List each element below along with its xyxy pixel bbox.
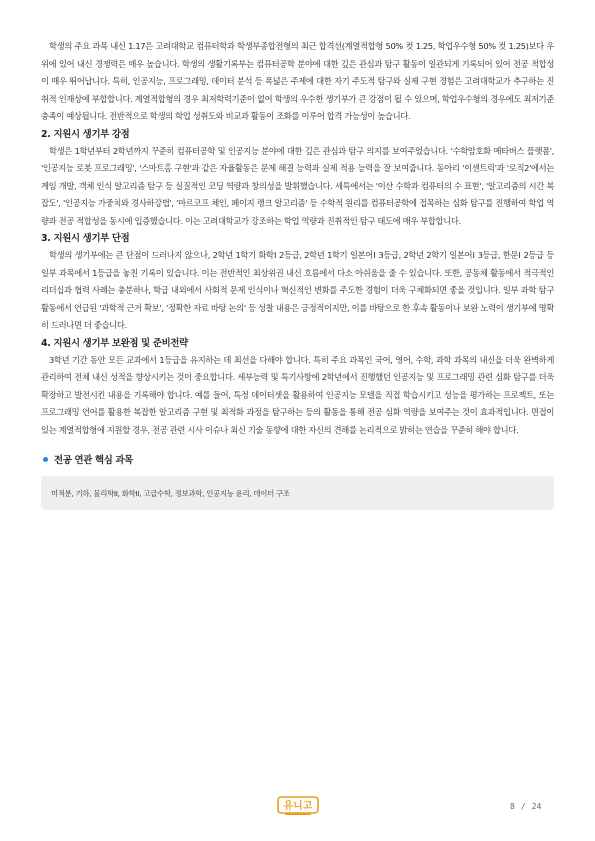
section-2-body: 학생은 1학년부터 2학년까지 꾸준히 컴퓨터공학 및 인공지능 분야에 대한 깊은 관심과 탐구 의지를 보여주었습니다. '수학암호화 메타버스 플랫폼', '인공지능 로봇 프로그래밍', '스마트홈 구현'과 같은 자율활동은 문제 해결 능력과 실제 적용 능력을 잘 보여줍니다. 동아리 '이센트릭'과 '로직2'에서는 게임 개발, 객체 인식 알고리즘 탐구 등 실질적인 코딩 역량과 창의성을 발휘했습니다. 세특에서는 '이산 수학과 컴퓨터의 수 표현', '알고리즘의 시간 복잡도', '인공지능 가중치와 경사하강법', '마르코프 체인, 페이지 랭크 알고리즘' 등 수학적 원리를 컴퓨터공학에 접목하는 심화 탐구를 진행하여 학업 역량과 전공 적합성을 동시에 입증했습니다. 이는 고려대학교가 강조하는 학업 역량과 진취적인 탐구 태도에 매우 부합합니다.: [41, 145, 554, 226]
section-2-title: 2. 지원시 생기부 강점: [41, 128, 130, 140]
document-page: [41, 38, 554, 510]
section-4-title: 4. 지원시 생기부 보완점 및 준비전략: [41, 337, 188, 349]
unigo-logo-icon: [277, 796, 319, 816]
page-number: [510, 802, 541, 811]
intro-paragraph: 학생의 주요 과목 내신 1.17은 고려대학교 컴퓨터학과 학생부종합전형의 최근 합격선(계열적합형 50% 컷 1.25, 학업우수형 50% 컷 1.25)보다 우위에 있어 내신 경쟁력은 매우 높습니다. 학생의 생활기록부는 컴퓨터공학 분야에 대한 깊은 관심과 탐구 활동이 일관되게 기록되어 있어 전공 적합성이 매우 뛰어납니다. 특히, 인공지능, 프로그래밍, 데이터 분석 등 폭넓은 주제에 대한 자기 주도적 탐구와 실제 구현 경험은 고려대학교가 추구하는 진취적 인재상에 부합합니다. 계열적합형의 경우 최저학력기준이 없어 학생의 우수한 생기부가 큰 강점이 될 수 있으며, 학업우수형의 경우에도 최저기준 충족이 예상됩니다. 전반적으로 학생의 학업 성취도와 비교과 활동이 조화를 이루어 합격 가능성이 높습니다.: [41, 41, 554, 121]
section-3-title: 3. 지원시 생기부 단점: [41, 233, 130, 244]
core-courses-title: 전공 연관 핵심 과목: [54, 455, 133, 466]
core-courses-box: [41, 476, 554, 510]
page-total: 24: [531, 802, 542, 811]
page-separator: /: [520, 802, 526, 811]
bullet-dot-icon: [43, 457, 48, 462]
section-4-body: 3학년 기간 동안 모든 교과에서 1등급을 유지하는 데 최선을 다해야 합니다. 특히 주요 과목인 국어, 영어, 수학, 과학 과목의 내신을 더욱 완벽하게 관리하여 전체 내신 성적을 향상시키는 것이 중요합니다. 세부능력 및 특기사항에 2학년에서 진행했던 인공지능 및 프로그래밍 관련 심화 탐구를 더욱 확장하고 발전시킨 내용을 기록해야 합니다. 예를 들어, 특정 데이터셋을 활용하여 인공지능 모델을 직접 학습시키고 성능을 평가하는 프로젝트, 또는 프로그래밍 언어를 활용한 복잡한 알고리즘 구현 및 최적화 과정을 탐구하는 등의 활동을 통해 전공 심화 역량을 보여주는 것이 효과적입니다. 면접이 있는 계열적합형에 지원할 경우, 전공 관련 시사 이슈나 최신 기술 동향에 대한 자신의 견해를 논리적으로 밝히는 연습을 꾸준히 해야 합니다.: [41, 354, 554, 435]
core-courses-heading: [41, 451, 554, 467]
section-3-body: 학생의 생기부에는 큰 단점이 드러나지 않으나, 2학년 1학기 화학Ⅰ 2등급, 2학년 1학기 일본어Ⅰ 3등급, 2학년 2학기 일본어Ⅰ 3등급, 한문Ⅰ 2등급 등 일부 과목에서 1등급을 놓친 기록이 있습니다. 이는 전반적인 최상위권 내신 흐름에서 다소 아쉬움을 줄 수 있습니다. 또한, 공동체 활동에서 적극적인 리더십과 협력 사례는 충분하나, 학급 내외에서 사회적 문제 인식이나 혁신적인 변화를 주도한 경험이 더욱 구체화되면 좋을 것입니다. 일부 과학 탐구 활동에서 언급된 '과학적 근거 확보', '정확한 자료 바탕 논의' 등 성찰 내용은 긍정적이지만, 이를 바탕으로 한 후속 활동이나 보완 노력이 생기부에 명확히 드러나면 더 좋습니다.: [41, 250, 554, 330]
core-courses-list: 미적분, 기하, 물리학II, 화학II, 고급수학, 정보과학, 인공지능 윤리, 데이터 구조: [51, 488, 290, 498]
logo-text: 유니고: [283, 801, 313, 812]
page-current: 8: [510, 802, 515, 811]
